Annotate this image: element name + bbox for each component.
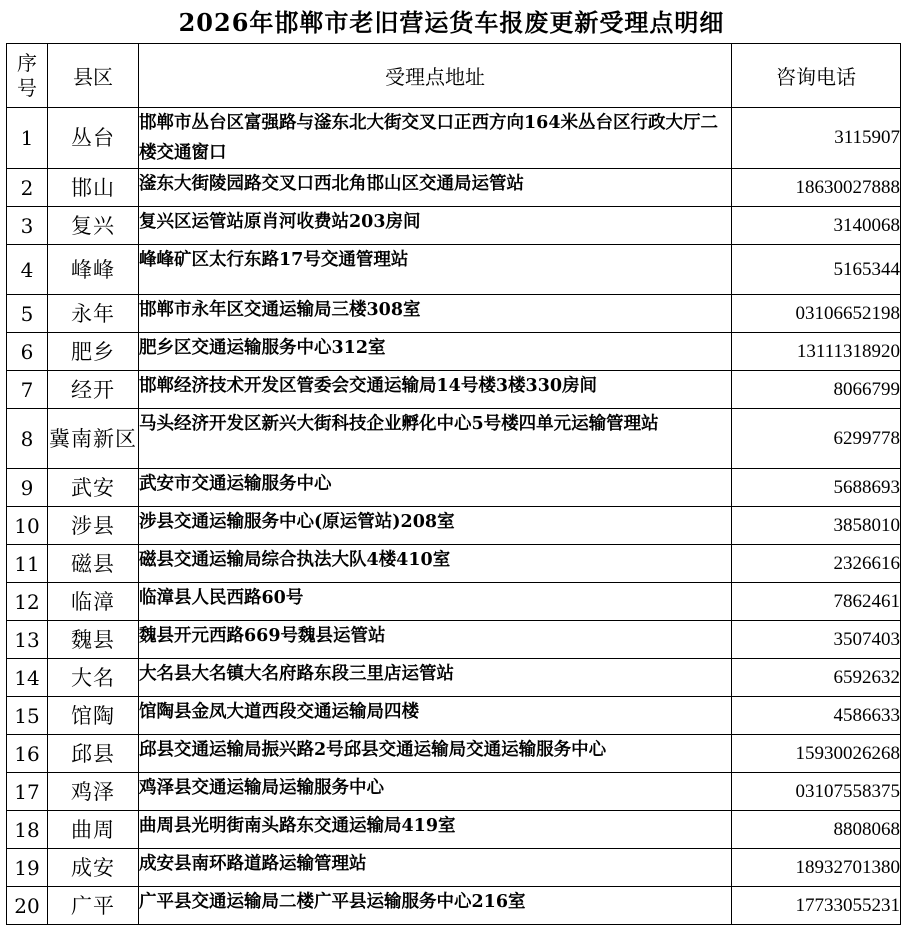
row-address: 曲周县光明街南头路东交通运输局419室 — [139, 811, 732, 849]
table-row — [7, 409, 901, 469]
table-header-row — [7, 44, 901, 108]
row-county: 曲周 — [48, 811, 139, 849]
row-address: 临漳县人民西路60号 — [139, 583, 732, 621]
row-number: 20 — [7, 887, 48, 925]
header-address: 受理点地址 — [139, 44, 732, 108]
row-county: 永年 — [48, 295, 139, 333]
row-county: 邱县 — [48, 735, 139, 773]
table-row — [7, 371, 901, 409]
row-number: 10 — [7, 507, 48, 545]
row-number: 9 — [7, 469, 48, 507]
row-number: 19 — [7, 849, 48, 887]
header-serial-line1: 序 — [17, 50, 37, 75]
row-number: 5 — [7, 295, 48, 333]
row-address: 马头经济开发区新兴大街科技企业孵化中心5号楼四单元运输管理站 — [139, 409, 732, 469]
row-number: 2 — [7, 169, 48, 207]
row-address: 邯郸市永年区交通运输局三楼308室 — [139, 295, 732, 333]
table-row — [7, 469, 901, 507]
row-number: 12 — [7, 583, 48, 621]
table-row — [7, 545, 901, 583]
row-county: 经开 — [48, 371, 139, 409]
row-number: 6 — [7, 333, 48, 371]
row-county: 磁县 — [48, 545, 139, 583]
row-phone: 3115907 — [732, 108, 901, 169]
row-phone: 4586633 — [732, 697, 901, 735]
table-row — [7, 295, 901, 333]
row-phone: 3507403 — [732, 621, 901, 659]
row-address: 邯郸市丛台区富强路与滏东北大街交叉口正西方向164米丛台区行政大厅二楼交通窗口 — [139, 108, 732, 169]
row-address: 峰峰矿区太行东路17号交通管理站 — [139, 245, 732, 295]
table-row — [7, 333, 901, 371]
row-county: 广平 — [48, 887, 139, 925]
row-number: 14 — [7, 659, 48, 697]
row-county: 复兴 — [48, 207, 139, 245]
row-county: 馆陶 — [48, 697, 139, 735]
row-phone: 8808068 — [732, 811, 901, 849]
row-county: 魏县 — [48, 621, 139, 659]
page-title: 2026年邯郸市老旧营运货车报废更新受理点明细 — [178, 8, 725, 37]
row-number: 18 — [7, 811, 48, 849]
table-row — [7, 735, 901, 773]
table-row — [7, 108, 901, 169]
row-phone: 6299778 — [732, 409, 901, 469]
row-county: 武安 — [48, 469, 139, 507]
header-county: 县区 — [48, 44, 139, 108]
row-phone: 3140068 — [732, 207, 901, 245]
row-county: 鸡泽 — [48, 773, 139, 811]
row-phone: 3858010 — [732, 507, 901, 545]
row-phone: 8066799 — [732, 371, 901, 409]
row-county: 峰峰 — [48, 245, 139, 295]
acceptance-points-table — [6, 43, 901, 925]
row-county: 丛台 — [48, 108, 139, 169]
table-row — [7, 697, 901, 735]
row-county: 肥乡 — [48, 333, 139, 371]
row-number: 7 — [7, 371, 48, 409]
row-phone: 13111318920 — [732, 333, 901, 371]
row-address: 磁县交通运输局综合执法大队4楼410室 — [139, 545, 732, 583]
row-county: 冀南新区 — [48, 409, 139, 469]
row-number: 8 — [7, 409, 48, 469]
row-address: 成安县南环路道路运输管理站 — [139, 849, 732, 887]
row-address: 广平县交通运输局二楼广平县运输服务中心216室 — [139, 887, 732, 925]
row-phone: 18630027888 — [732, 169, 901, 207]
row-county: 成安 — [48, 849, 139, 887]
row-phone: 5165344 — [732, 245, 901, 295]
row-address: 涉县交通运输服务中心(原运管站)208室 — [139, 507, 732, 545]
row-address: 邱县交通运输局振兴路2号邱县交通运输局交通运输服务中心 — [139, 735, 732, 773]
row-address: 复兴区运管站原肖河收费站203房间 — [139, 207, 732, 245]
row-address: 魏县开元西路669号魏县运管站 — [139, 621, 732, 659]
row-number: 11 — [7, 545, 48, 583]
row-phone: 17733055231 — [732, 887, 901, 925]
row-address: 肥乡区交通运输服务中心312室 — [139, 333, 732, 371]
row-number: 17 — [7, 773, 48, 811]
row-address: 武安市交通运输服务中心 — [139, 469, 732, 507]
table-row — [7, 169, 901, 207]
row-address: 滏东大街陵园路交叉口西北角邯山区交通局运管站 — [139, 169, 732, 207]
row-phone: 2326616 — [732, 545, 901, 583]
table-row — [7, 207, 901, 245]
row-phone: 18932701380 — [732, 849, 901, 887]
header-serial-line2: 号 — [17, 75, 37, 100]
row-number: 13 — [7, 621, 48, 659]
table-row — [7, 621, 901, 659]
table-row — [7, 659, 901, 697]
table-row — [7, 849, 901, 887]
row-county: 涉县 — [48, 507, 139, 545]
row-address: 大名县大名镇大名府路东段三里店运管站 — [139, 659, 732, 697]
row-number: 16 — [7, 735, 48, 773]
row-county: 大名 — [48, 659, 139, 697]
header-serial-number — [7, 44, 48, 108]
row-county: 邯山 — [48, 169, 139, 207]
header-phone: 咨询电话 — [732, 44, 901, 108]
row-phone: 5688693 — [732, 469, 901, 507]
row-county: 临漳 — [48, 583, 139, 621]
row-number: 15 — [7, 697, 48, 735]
row-number: 4 — [7, 245, 48, 295]
row-number: 3 — [7, 207, 48, 245]
row-phone: 6592632 — [732, 659, 901, 697]
row-phone: 03107558375 — [732, 773, 901, 811]
row-phone: 7862461 — [732, 583, 901, 621]
row-number: 1 — [7, 108, 48, 169]
table-row — [7, 811, 901, 849]
row-phone: 15930026268 — [732, 735, 901, 773]
table-row — [7, 507, 901, 545]
row-address: 邯郸经济技术开发区管委会交通运输局14号楼3楼330房间 — [139, 371, 732, 409]
table-row — [7, 583, 901, 621]
row-phone: 03106652198 — [732, 295, 901, 333]
table-row — [7, 887, 901, 925]
row-address: 鸡泽县交通运输局运输服务中心 — [139, 773, 732, 811]
table-row — [7, 245, 901, 295]
row-address: 馆陶县金凤大道西段交通运输局四楼 — [139, 697, 732, 735]
table-row — [7, 773, 901, 811]
